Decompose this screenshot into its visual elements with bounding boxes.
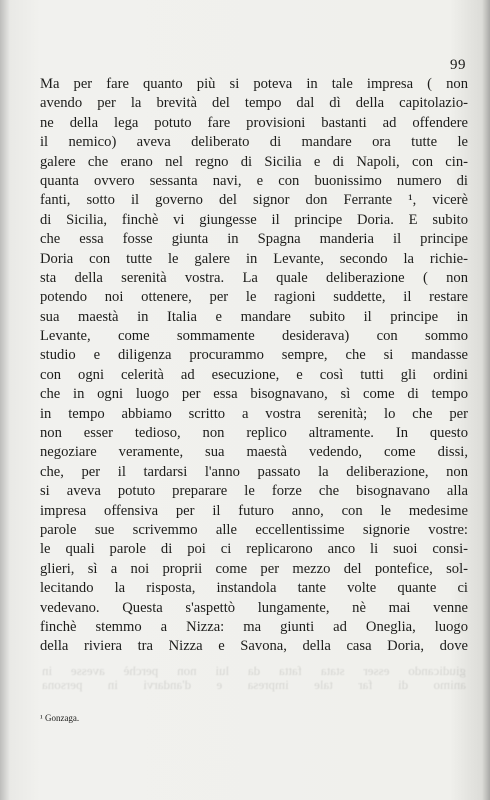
text-line: impresa offensiva per il futuro anno, con le medesime — [40, 502, 468, 519]
text-line: Ma per fare quanto più si poteva in tale impresa ( non — [40, 76, 468, 92]
page-number: 99 — [450, 57, 466, 73]
text-line: non esser tedioso, non replico altramente. In questo — [40, 425, 468, 442]
bleed-through-line: animo di far tale impresa e d'andarvi in persona — [42, 678, 466, 692]
text-line: sta della serenità vostra. La quale deliberazione ( non — [40, 269, 468, 286]
text-line: vedevano. Questa s'aspettò lungamente, nè mai venne — [40, 599, 468, 616]
text-line: della riviera tra Nizza e Savona, della casa Doria, dove — [40, 638, 468, 655]
footnote: ¹ Gonzaga. — [40, 713, 80, 723]
text-line: quanta ovvero sessanta navi, e con buonissimo numero di — [40, 172, 468, 189]
text-line: in tempo abbiamo scritto a vostra serenità; lo che per — [40, 405, 468, 422]
text-line: di Sicilia, finchè vi giungesse il principe Doria. E subito — [40, 211, 468, 228]
text-line: che in ogni luogo per essa bisognavano, sì come di tempo — [40, 386, 468, 403]
text-line: con ogni celerità ad esecuzione, e così tutti gli ordini — [40, 366, 468, 383]
text-line: Doria con tutte le galere in Levante, secondo la richie- — [40, 250, 468, 267]
text-line: che, per il tardarsi l'anno passato la deliberazione, non — [40, 463, 468, 480]
bleed-through-line: giudicando esser stata fatta da lui non perchè avesse in — [42, 664, 466, 678]
text-line: si aveva potuto preparare le forze che bisognavano alla — [40, 483, 468, 500]
text-line: parole sue scrivemmo alle eccellentissime signorie vostre: — [40, 521, 468, 538]
text-line: avendo per la brevità del tempo dal dì della capitolazio- — [40, 95, 468, 112]
text-line: le quali parole di poi ci replicarono anco li suoi consi- — [40, 541, 468, 558]
text-line: sua maestà in Italia e mandare subito il principe in — [40, 308, 468, 325]
text-line: il nemico) aveva deliberato di mandare ora tutte le — [40, 134, 468, 151]
text-line: potendo noi ottenere, per le ragioni suddette, il restare — [40, 289, 468, 306]
text-line: finchè stemmo a Nizza: ma giunti ad Oneglia, luogo — [40, 618, 468, 635]
text-line: fanti, sotto il governo del signor don Ferrante ¹, vicerè — [40, 192, 468, 209]
text-line: Levante, come sommamente desiderava) con sommo — [40, 328, 468, 345]
text-line: galere che erano nel regno di Sicilia e di Napoli, con cin- — [40, 153, 468, 170]
bleed-through-text — [42, 664, 466, 692]
text-line: negoziare veramente, sua maestà vedendo, come dissi, — [40, 444, 468, 461]
text-line: che essa fosse giunta in Spagna manderia il principe — [40, 231, 468, 248]
text-line: lecitando la risposta, instandola tante volte quante ci — [40, 580, 468, 597]
text-line: ne della lega potuto fare provisioni bastanti ad offendere — [40, 114, 468, 131]
text-line: glieri, sì a noi proprii come per mezzo del pontefice, sol- — [40, 560, 468, 577]
body-text — [40, 75, 468, 657]
text-line: studio e diligenza procurammo sempre, che si mandasse — [40, 347, 468, 364]
